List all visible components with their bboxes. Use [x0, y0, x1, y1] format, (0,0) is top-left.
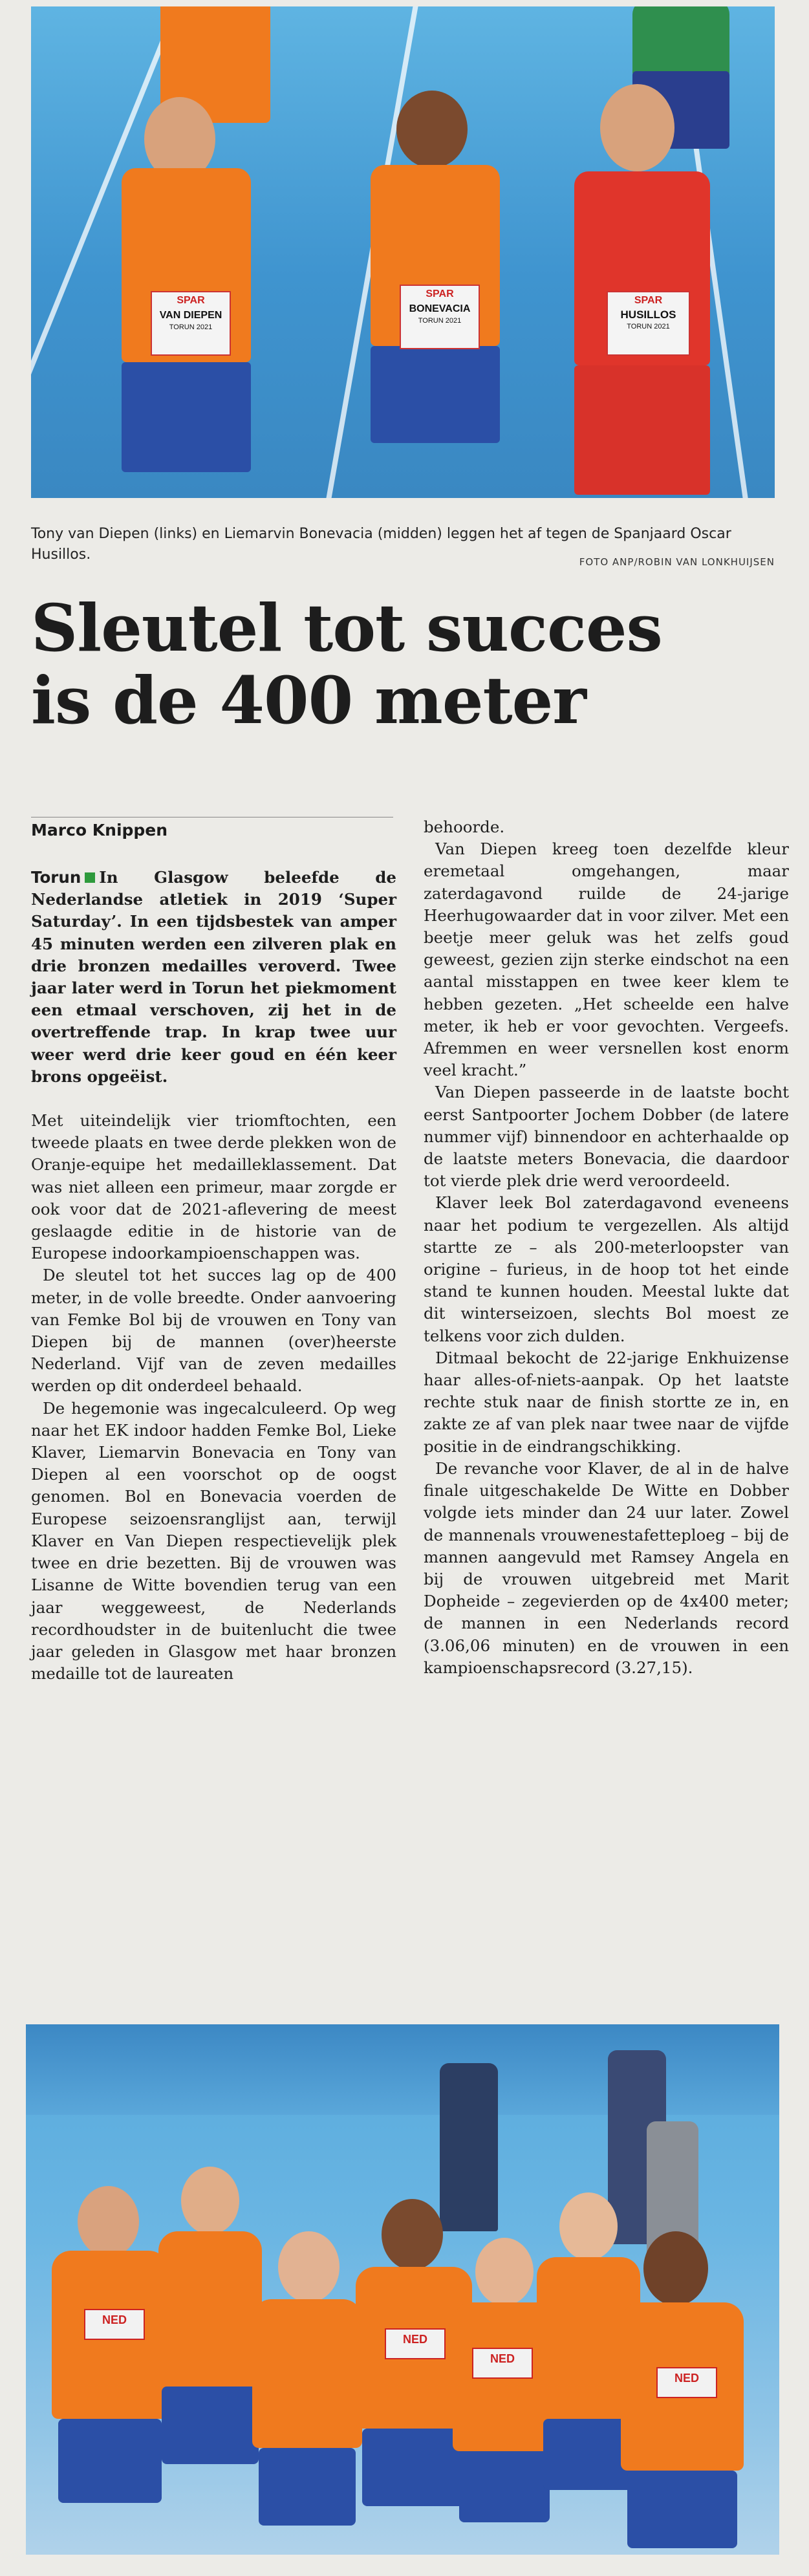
bib-ned: NED: [472, 2348, 533, 2379]
article-column-1: [31, 867, 396, 1685]
lead-text: In Glasgow beleefde de Nederlandse atletiek in 2019 ‘Super Saturday’. In een tijdsbestek van amper 45 minuten werden een zilveren plak en drie bronzen medailles veroverd. Twee jaar later werd in Torun het piekmoment een etmaal verschoven, zij het in de overtreffende trap. In krap twee uur weer werd drie keer goud en één keer brons opgeëist.: [31, 868, 396, 1086]
bib-ned: NED: [656, 2367, 717, 2398]
bib-ned: NED: [84, 2309, 145, 2340]
body-paragraph: De sleutel tot het succes lag op de 400 meter, in de volle breedte. Onder aanvoering van Femke Bol bij de vrouwen en Tony van Diepen bij de mannen (over)heerste Nederland. Vijf van de zeven medailles werden op dit onderdeel behaald.: [31, 1266, 396, 1396]
headline-line-1: Sleutel tot succes: [31, 590, 662, 666]
photo-credit: FOTO ANP/ROBIN VAN LONKHUIJSEN: [579, 556, 775, 568]
body-paragraph: De hegemonie was ingecalculeerd. Op weg naar het EK indoor hadden Femke Bol, Lieke Klaver, Liemarvin Bonevacia en Tony van Diepen al een voorschot op de oogst genomen. Bol en Bonevacia voerden de Europese seizoensranglijst aan, terwijl Klaver en Van Diepen respectievelijk plek twee en drie bezetten. Bij de vrouwen was Lisanne de Witte bovendien terug van een jaar weggeweest, de Nederlands recordhoudster in de buitenlucht die twee jaar geleden in Glasgow met haar bronzen medaille tot de laureaten: [31, 1398, 396, 1683]
body-paragraph: Van Diepen kreeg toen dezelfde kleur eremetaal omgehangen, maar zaterdagavond ruilde de 24-jarige Heerhugowaarder dat in voor zilver. Met een beetje meer geluk was het zelfs goud geweest, gezien zijn sterke eindschot na een aantal misstappen en twee keer klem te hebben gezeten. „Het scheelde een halve meter, ik heb er voor gevochten. Vergeefs. Afremmen en weer versnellen kost enorm veel kracht.”: [424, 839, 789, 1080]
stadium-stand: [26, 2024, 779, 2115]
dateline: Torun: [31, 868, 81, 887]
body-paragraph: De revanche voor Klaver, de al in de halve finale uitgeschakelde De Witte en Dobber volgde iets minder dan 24 uur later. Zowel de mannenals vrouwenestafetteploeg – bij de mannen aangevuld met Ramsey Angela en bij de vrouwen uitgebreid met Marit Dopheide – zegevierden op de 4x400 meter; de mannen in een Nederlands record (3.06,06 minuten) en de vrouwen in een kampioenschapsrecord (3.27,15).: [424, 1458, 789, 1677]
body-paragraph: Van Diepen passeerde in de laatste bocht eerst Santpoorter Jochem Dobber (de latere nummer vijf) binnendoor en achterhaalde op de laatste meters Bonevacia, die daardoor tot vierde plek drie werd veroordeeld.: [424, 1083, 789, 1191]
photographer-figure: [440, 2063, 498, 2231]
body-paragraph: Met uiteindelijk vier triomftochten, een tweede plaats en twee derde plekken won de Oranje-equipe het medailleklassement. Dat was niet alleen een primeur, maar zorgde er ook voor dat de 2021-aflevering de meest geslaagde editie in de historie van de Europese indoorkampioenschappen was.: [31, 1111, 396, 1263]
top-photo: [31, 6, 775, 498]
bib-ned: NED: [385, 2328, 446, 2359]
byline: Marco Knippen: [31, 821, 168, 839]
headline-line-2: is de 400 meter: [31, 662, 586, 739]
photo-caption: Tony van Diepen (links) en Liemarvin Bonevacia (midden) leggen het af tegen de Spanjaard Oscar Husillos.: [31, 526, 731, 563]
lead-paragraph: [31, 867, 396, 1088]
bib-bonevacia: SPAR BONEVACIA TORUN 2021: [400, 285, 480, 349]
article-column-2: [424, 816, 789, 1679]
bottom-photo: [26, 2024, 779, 2555]
body-paragraph: Ditmaal bekocht de 22-jarige Enkhuizense haar alles-of-niets-aanpak. Op het laatste rechte stuk naar de finish stortte ze in, en zakte ze af van plek naar twee naar de vijfde positie in de eindrangschikking.: [424, 1348, 789, 1456]
dateline-square-icon: [85, 872, 95, 883]
headline: [31, 592, 775, 737]
bib-van-diepen: SPAR VAN DIEPEN TORUN 2021: [151, 291, 231, 356]
bib-husillos: SPAR HUSILLOS TORUN 2021: [607, 291, 690, 356]
body-paragraph: Klaver leek Bol zaterdagavond eveneens naar het podium te vergezellen. Als altijd startte ze – als 200-meterloopster van origine – furieus, in de hoop tot het einde stand te kunnen houden. Meestal lukte dat dit winterseizoen, slechts Bol moest ze telkens voor zich dulden.: [424, 1193, 789, 1345]
body-paragraph: behoorde.: [424, 817, 505, 836]
